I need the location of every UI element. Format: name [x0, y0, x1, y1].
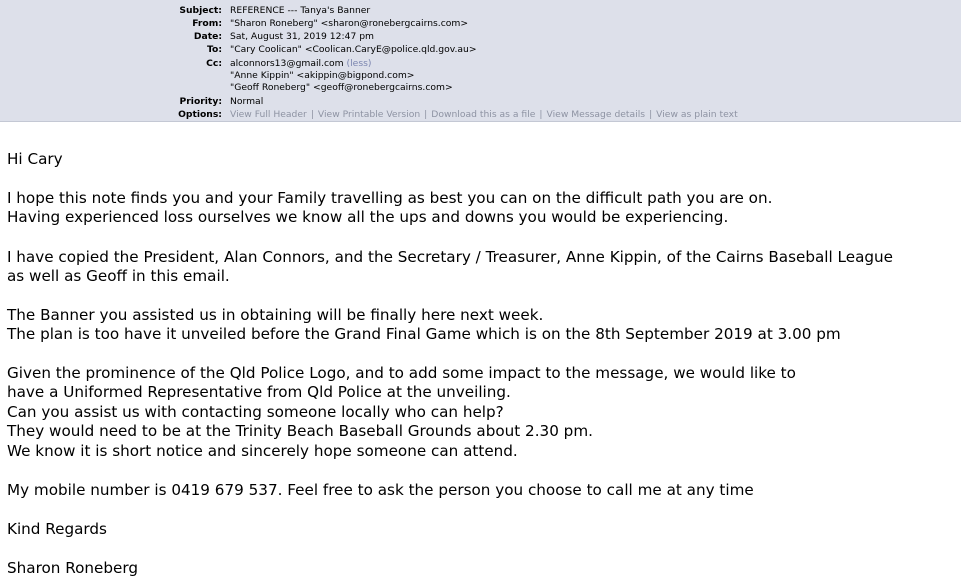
from-value: "Sharon Roneberg" <sharon@ronebergcairns.com>	[230, 18, 469, 29]
sign-off: Kind Regards	[7, 520, 107, 538]
to-label: To:	[206, 44, 222, 55]
view-printable-version-link[interactable]: View Printable Version	[317, 109, 421, 120]
options-links	[230, 108, 738, 121]
options-separator: |	[310, 109, 314, 120]
priority-label: Priority:	[179, 96, 222, 107]
priority-value: Normal	[230, 96, 264, 107]
body-line: We know it is short notice and sincerely hope someone can attend.	[7, 442, 518, 460]
body-line: I have copied the President, Alan Connors, and the Secretary / Treasurer, Anne Kippin, of the Cairns Baseball League	[7, 248, 894, 266]
body-line: Given the prominence of the Qld Police Logo, and to add some impact to the message, we would like to	[7, 364, 796, 382]
message-header	[0, 0, 961, 122]
cc-less-link[interactable]: (less)	[346, 58, 372, 69]
view-full-header-link[interactable]: View Full Header	[230, 109, 307, 120]
cc-value-2: "Anne Kippin" <akippin@bigpond.com>	[230, 70, 415, 81]
body-line: They would need to be at the Trinity Beach Baseball Grounds about 2.30 pm.	[7, 422, 593, 440]
view-plain-text-link[interactable]: View as plain text	[656, 109, 738, 120]
body-line: have a Uniformed Representative from Qld Police at the unveiling.	[7, 383, 511, 401]
body-line: as well as Geoff in this email.	[7, 267, 230, 285]
options-label: Options:	[178, 109, 222, 120]
download-file-link[interactable]: Download this as a file	[431, 109, 536, 120]
body-line: The plan is too have it unveiled before the Grand Final Game which is on the 8th September 2019 at 3.00 pm	[7, 325, 841, 343]
options-separator: |	[539, 109, 543, 120]
view-message-details-link[interactable]: View Message details	[546, 109, 646, 120]
cc-label: Cc:	[206, 58, 222, 69]
body-line: I hope this note finds you and your Family travelling as best you can on the difficult path you are on.	[7, 189, 773, 207]
from-label: From:	[192, 18, 222, 29]
date-value: Sat, August 31, 2019 12:47 pm	[230, 31, 374, 42]
body-line: Can you assist us with contacting someone locally who can help?	[7, 403, 504, 421]
to-value: "Cary Coolican" <Coolican.CaryE@police.qld.gov.au>	[230, 44, 477, 55]
options-separator: |	[649, 109, 653, 120]
subject-label: Subject:	[179, 5, 222, 16]
signature-name: Sharon Roneberg	[7, 559, 138, 577]
options-separator: |	[424, 109, 428, 120]
body-line: Having experienced loss ourselves we know all the ups and downs you would be experiencing.	[7, 208, 729, 226]
body-line: My mobile number is 0419 679 537. Feel free to ask the person you choose to call me at any time	[7, 481, 754, 499]
subject-value: REFERENCE --- Tanya's Banner	[230, 5, 371, 16]
cc-address: alconnors13@gmail.com	[230, 58, 344, 69]
cc-value-3: "Geoff Roneberg" <geoff@ronebergcairns.com>	[230, 82, 453, 93]
greeting: Hi Cary	[7, 150, 63, 168]
body-line: The Banner you assisted us in obtaining will be finally here next week.	[7, 306, 544, 324]
date-label: Date:	[193, 31, 222, 42]
